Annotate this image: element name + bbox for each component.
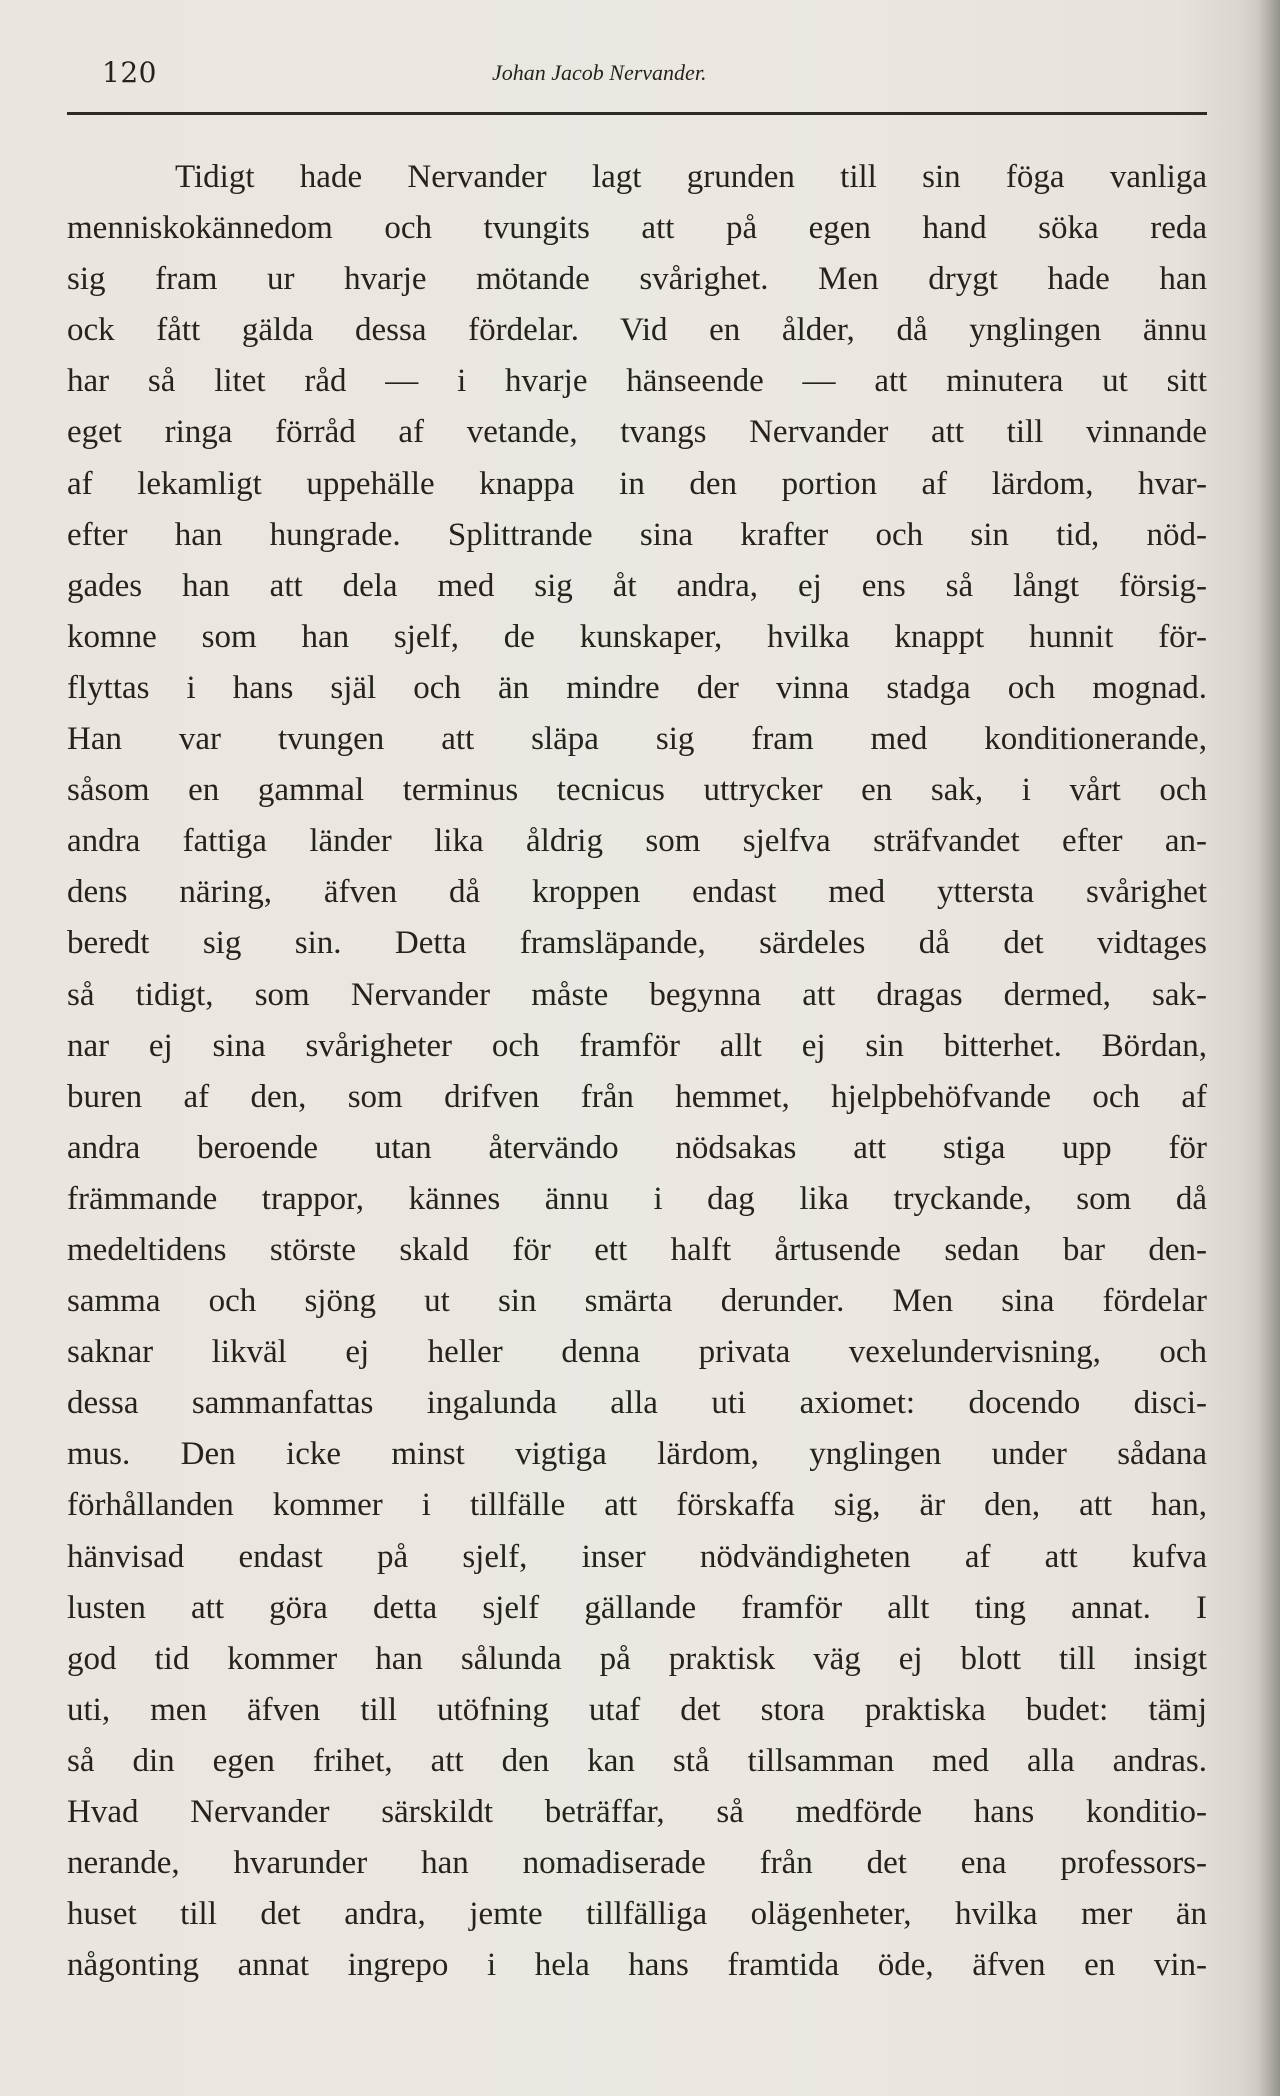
text-line: ock fått gälda dessa fördelar. Vid en ålder, då ynglingen ännu — [67, 312, 1207, 349]
text-line: huset till det andra, jemte tillfälliga olägenheter, hvilka mer än — [67, 1896, 1207, 1933]
text-line: efter han hungrade. Splittrande sina krafter och sin tid, nöd- — [67, 516, 1207, 553]
text-line: Han var tvungen att släpa sig fram med konditionerande, — [67, 721, 1207, 758]
text-line: förhållanden kommer i tillfälle att förskaffa sig, är den, att han, — [67, 1487, 1207, 1524]
text-line: eget ringa förråd af vetande, tvangs Nervander att till vinnande — [67, 414, 1207, 451]
text-line: nerande, hvarunder han nomadiserade från det ena professors- — [67, 1845, 1207, 1882]
text-line: har så litet råd — i hvarje hänseende — att minutera ut sitt — [67, 363, 1207, 400]
text-line: Hvad Nervander särskildt beträffar, så medförde hans konditio- — [67, 1794, 1207, 1830]
text-line: gades han att dela med sig åt andra, ej ens så långt försig- — [67, 567, 1207, 604]
text-line: sig fram ur hvarje mötande svårighet. Men drygt hade han — [67, 261, 1207, 298]
text-line: hänvisad endast på sjelf, inser nödvändigheten af att kufva — [67, 1538, 1207, 1575]
text-line: nar ej sina svårigheter och framför allt ej sin bitterhet. Bördan, — [67, 1027, 1207, 1064]
running-head — [67, 52, 1207, 96]
text-line: dessa sammanfattas ingalunda alla uti axiomet: docendo disci- — [67, 1385, 1207, 1422]
body-text — [67, 152, 1207, 1991]
header-rule — [67, 112, 1207, 115]
text-line: uti, men äfven till utöfning utaf det stora praktiska budet: tämj — [67, 1691, 1207, 1728]
text-line: mus. Den icke minst vigtiga lärdom, ynglingen under sådana — [67, 1436, 1207, 1473]
text-line: såsom en gammal terminus tecnicus uttrycker en sak, i vårt och — [67, 772, 1207, 809]
text-line: medeltidens störste skald för ett halft årtusende sedan bar den- — [67, 1231, 1207, 1268]
text-line: andra fattiga länder lika åldrig som sjelfva sträfvandet efter an- — [67, 823, 1207, 860]
text-line: komne som han sjelf, de kunskaper, hvilka knappt hunnit för- — [67, 618, 1207, 655]
text-line: beredt sig sin. Detta framsläpande, särdeles då det vidtages — [67, 925, 1207, 962]
text-line: god tid kommer han sålunda på praktisk väg ej blott till insigt — [67, 1640, 1207, 1677]
running-title: Johan Jacob Nervander. — [492, 60, 707, 85]
page-number: 120 — [102, 56, 157, 89]
text-line: buren af den, som drifven från hemmet, hjelpbehöfvande och af — [67, 1078, 1207, 1115]
text-line: saknar likväl ej heller denna privata vexelundervisning, och — [67, 1334, 1207, 1371]
page-edge-shadow — [1258, 0, 1280, 2096]
text-line: så din egen frihet, att den kan stå tillsamman med alla andras. — [67, 1742, 1207, 1779]
text-line: främmande trappor, kännes ännu i dag lika tryckande, som då — [67, 1180, 1207, 1217]
text-line: af lekamligt uppehälle knappa in den portion af lärdom, hvar- — [67, 465, 1207, 502]
text-line: dens näring, äfven då kroppen endast med yttersta svårighet — [67, 874, 1207, 911]
text-line: andra beroende utan återvändo nödsakas att stiga upp för — [67, 1129, 1207, 1166]
text-line: någonting annat ingrepo i hela hans framtida öde, äfven en vin- — [67, 1947, 1207, 1984]
text-line: Tidigt hade Nervander lagt grunden till sin föga vanliga — [175, 159, 1207, 195]
text-line: menniskokännedom och tvungits att på egen hand söka reda — [67, 210, 1207, 247]
text-line: lusten att göra detta sjelf gällande framför allt ting annat. I — [67, 1589, 1207, 1626]
text-line: flyttas i hans själ och än mindre der vinna stadga och mognad. — [67, 669, 1207, 706]
text-line: samma och sjöng ut sin smärta derunder. Men sina fördelar — [67, 1283, 1207, 1320]
text-line: så tidigt, som Nervander måste begynna att dragas dermed, sak- — [67, 976, 1207, 1013]
